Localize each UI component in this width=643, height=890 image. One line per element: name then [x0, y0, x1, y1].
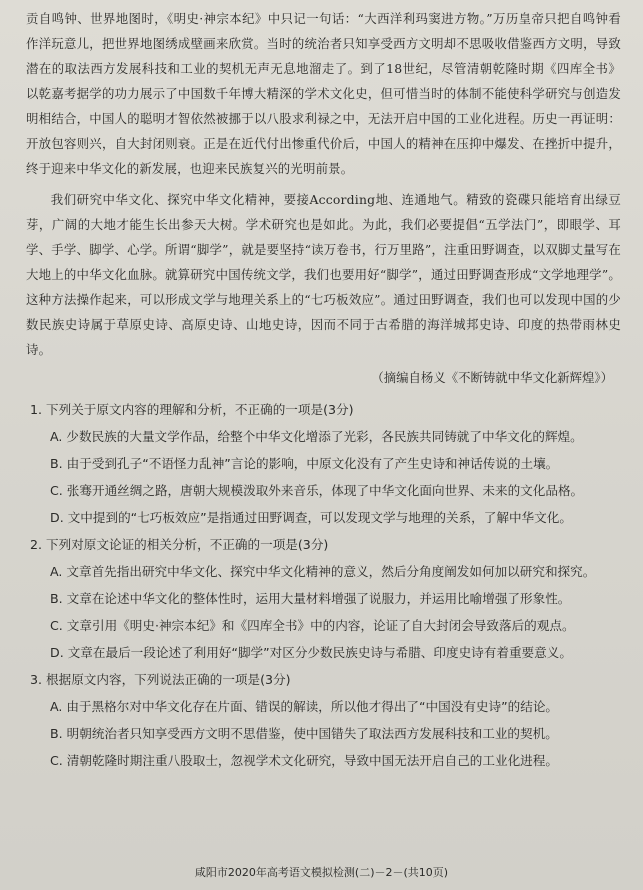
option-c: C. 文章引用《明史·神宗本纪》和《四库全书》中的内容，论证了自大封闭会导致落后的观点。 — [50, 618, 575, 633]
question-stem: 3. 根据原文内容，下列说法正确的一项是(3分) — [30, 672, 291, 687]
question-stem: 2. 下列对原文论证的相关分析，不正确的一项是(3分) — [30, 537, 329, 552]
option-c: C. 清朝乾隆时期注重八股取士，忽视学术文化研究，导致中国无法开启自己的工业化进程。 — [50, 753, 558, 768]
option-d: D. 文中提到的“七巧板效应”是指通过田野调查，可以发现文学与地理的关系，了解中华文化。 — [50, 510, 572, 525]
option-a: A. 由于黑格尔对中华文化存在片面、错误的解读，所以他才得出了“中国没有史诗”的结论。 — [50, 699, 559, 714]
passage-paragraph-1: 贡自鸣钟、世界地图时，《明史·神宗本纪》中只记一句话：“大西洋利玛窦进方物。”万历皇帝只把自鸣钟看作洋玩意儿，把世界地图绣成壁画来欣赏。当时的统治者只知享受西方文明却不思吸收借鉴西方文明，导致潜在的取法西方发展科技和工业的契机无声无息地溜走了。到了18世纪，尽管清朝乾隆时期《四库全书》以乾嘉考据学的功力展示了中国数千年博大精深的学术文化史，但可惜当时的体制不能使科学研究与创造发明相结合，中国人的聪明才智依然被挪于以八股求利禄之中，无法开启中国的工业化进程。历史一再证明：开放包容则兴，自大封闭则衰。正是在近代付出惨重代价后，中国人的精神在压抑中爆发、在挫折中提升，终于迎来中华文化的新发展，也迎来民族复兴的光明前景。 — [26, 11, 621, 176]
option-b: B. 由于受到孔子“不语怪力乱神”言论的影响，中原文化没有了产生史诗和神话传说的土壤。 — [50, 456, 559, 471]
question-2 — [26, 531, 621, 666]
question-3 — [26, 666, 621, 774]
question-stem: 1. 下列关于原文内容的理解和分析，不正确的一项是(3分) — [30, 402, 354, 417]
option-a: A. 少数民族的大量文学作品，给整个中华文化增添了光彩，各民族共同铸就了中华文化的辉煌。 — [50, 429, 583, 444]
option-c: C. 张骞开通丝绸之路，唐朝大规模泼取外来音乐，体现了中华文化面向世界、未来的文化品格。 — [50, 483, 584, 498]
option-b: B. 明朝统治者只知享受西方文明不思借鉴，使中国错失了取法西方发展科技和工业的契机。 — [50, 726, 558, 741]
passage-source: （摘编自杨义《不断铸就中华文化新辉煌》） — [371, 370, 613, 385]
page-footer: 咸阳市2020年高考语文模拟检测(二)－2－(共10页) — [194, 866, 449, 879]
reading-passage — [26, 6, 621, 362]
option-b: B. 文章在论述中华文化的整体性时，运用大量材料增强了说服力，并运用比喻增强了形象性。 — [50, 591, 571, 606]
option-a: A. 文章首先指出研究中华文化、探究中华文化精神的意义，然后分角度阐发如何加以研究和探究。 — [50, 564, 596, 579]
question-1 — [26, 396, 621, 531]
passage-paragraph-2: 我们研究中华文化、探究中华文化精神，要接According地、连通地气。精致的瓷碟只能培育出绿豆芽，广阔的大地才能生长出参天大树。学术研究也是如此。为此，我们必要提倡“五学法门”，即眼学、耳学、手学、脚学、心学。所谓“脚学”，就是要坚持“读万卷书，行万里路”，注重田野调查，以双脚丈量写在大地上的中华文化血脉。就算研究中国传统文学，我们也要用好“脚学”，通过田野调查形成“文学地理学”。这种方法操作起来，可以形成文学与地理关系上的“七巧板效应”。通过田野调查，我们也可以发现中国的少数民族史诗属于草原史诗、高原史诗、山地史诗，因而不同于古希腊的海洋城邦史诗、印度的热带雨林史诗。 — [26, 192, 621, 357]
option-d: D. 文章在最后一段论述了利用好“脚学”对区分少数民族史诗与希腊、印度史诗有着重要意义。 — [50, 645, 572, 660]
